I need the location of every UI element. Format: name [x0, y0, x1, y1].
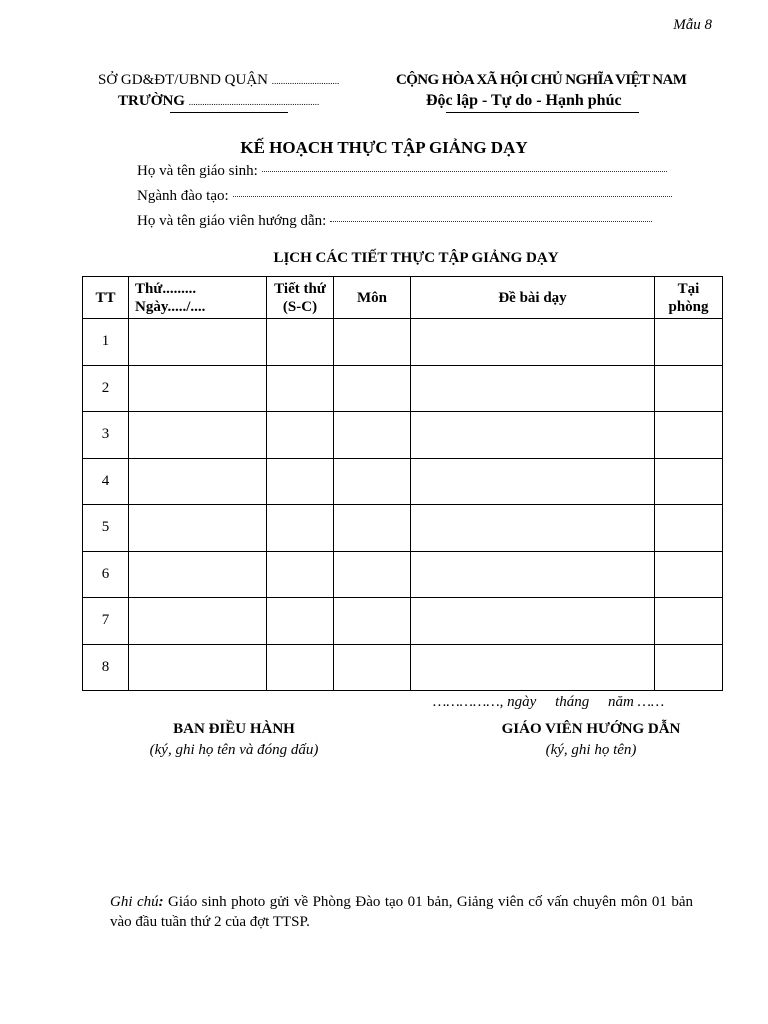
- row-number: 6: [83, 551, 129, 598]
- header-school-dots: ..........................................................: [188, 97, 320, 107]
- signature-mentor-title: GIÁO VIÊN HƯỚNG DẪN: [501, 721, 681, 737]
- footnote-label-colon: :: [158, 894, 164, 910]
- field-student-name[interactable]: [137, 163, 667, 180]
- field-major-label: Ngành đào tạo:: [137, 188, 229, 204]
- cell-period[interactable]: [267, 551, 334, 598]
- field-major-line[interactable]: [233, 196, 672, 197]
- footnote-label: [110, 894, 164, 910]
- cell-lesson[interactable]: [411, 458, 655, 505]
- cell-room[interactable]: [655, 505, 723, 552]
- table-row: [83, 505, 723, 552]
- col-header-room: [655, 277, 723, 319]
- col-header-room-line2: phòng: [668, 298, 709, 315]
- cell-lesson[interactable]: [411, 505, 655, 552]
- cell-subject[interactable]: [334, 458, 411, 505]
- cell-lesson[interactable]: [411, 319, 655, 366]
- header-department: [98, 72, 339, 89]
- row-number: 8: [83, 644, 129, 691]
- header-motto: Độc lập - Tự do - Hạnh phúc: [426, 92, 622, 109]
- row-number: 5: [83, 505, 129, 552]
- cell-date[interactable]: [129, 458, 267, 505]
- col-header-date: [129, 277, 267, 319]
- footnote: [110, 892, 693, 932]
- header-right-underline: [446, 112, 639, 113]
- cell-subject[interactable]: [334, 319, 411, 366]
- col-header-period-line1: Tiết thứ: [274, 280, 326, 297]
- row-number: 7: [83, 598, 129, 645]
- cell-period[interactable]: [267, 644, 334, 691]
- cell-subject[interactable]: [334, 551, 411, 598]
- cell-subject[interactable]: [334, 644, 411, 691]
- footnote-label-text: Ghi chú: [110, 894, 159, 910]
- cell-subject[interactable]: [334, 505, 411, 552]
- header-school-label: TRƯỜNG: [118, 93, 185, 109]
- col-header-period-line2: (S-C): [282, 298, 318, 315]
- cell-lesson[interactable]: [411, 644, 655, 691]
- table-row: [83, 458, 723, 505]
- header-department-dots: ..............................: [271, 76, 340, 86]
- header-department-label: SỞ GD&ĐT/UBND QUẬN: [98, 72, 269, 88]
- row-number: 4: [83, 458, 129, 505]
- cell-period[interactable]: [267, 319, 334, 366]
- cell-room[interactable]: [655, 365, 723, 412]
- cell-subject[interactable]: [334, 365, 411, 412]
- field-student-name-line[interactable]: [262, 171, 667, 172]
- table-row: [83, 319, 723, 366]
- col-header-period: [267, 277, 334, 319]
- cell-room[interactable]: [655, 458, 723, 505]
- cell-lesson[interactable]: [411, 551, 655, 598]
- table-row: [83, 412, 723, 459]
- form-code: Mẫu 8: [673, 17, 712, 33]
- col-header-day: Thứ.........: [135, 280, 197, 297]
- signature-mentor: [460, 719, 722, 761]
- header-country: CỘNG HÒA XÃ HỘI CHỦ NGHĨA VIỆT NAM: [396, 72, 687, 88]
- cell-date[interactable]: [129, 644, 267, 691]
- cell-room[interactable]: [655, 319, 723, 366]
- field-mentor-name-label: Họ và tên giáo viên hướng dẫn:: [137, 213, 327, 229]
- row-number: 2: [83, 365, 129, 412]
- col-header-subject: Môn: [334, 277, 411, 319]
- cell-room[interactable]: [655, 644, 723, 691]
- field-mentor-name-line[interactable]: [330, 221, 652, 222]
- field-student-name-label: Họ và tên giáo sinh:: [137, 163, 258, 179]
- field-major[interactable]: [137, 188, 672, 205]
- signature-mentor-instruction: (ký, ghi họ tên): [545, 742, 637, 758]
- cell-lesson[interactable]: [411, 412, 655, 459]
- row-number: 1: [83, 319, 129, 366]
- header-left-underline: [170, 112, 288, 113]
- signature-board: [104, 719, 364, 761]
- cell-date[interactable]: [129, 412, 267, 459]
- footnote-text: Giáo sinh photo gửi về Phòng Đào tạo 01 bản, Giảng viên cố vấn chuyên môn 01 bản vào đầu tuần thứ 2 của đợt TTSP.: [110, 894, 693, 930]
- table-row: [83, 551, 723, 598]
- table-header-row: [83, 277, 723, 319]
- col-header-date-value: Ngày...../....: [135, 298, 206, 315]
- cell-date[interactable]: [129, 551, 267, 598]
- row-number: 3: [83, 412, 129, 459]
- cell-room[interactable]: [655, 598, 723, 645]
- table-row: [83, 598, 723, 645]
- cell-date[interactable]: [129, 598, 267, 645]
- cell-period[interactable]: [267, 458, 334, 505]
- col-header-room-line1: Tại: [677, 280, 700, 297]
- table-row: [83, 644, 723, 691]
- cell-subject[interactable]: [334, 412, 411, 459]
- cell-period[interactable]: [267, 412, 334, 459]
- signature-board-title: BAN ĐIỀU HÀNH: [173, 721, 295, 737]
- table-row: [83, 365, 723, 412]
- page-title: KẾ HOẠCH THỰC TẬP GIẢNG DẠY: [240, 138, 528, 157]
- cell-date[interactable]: [129, 365, 267, 412]
- cell-date[interactable]: [129, 505, 267, 552]
- cell-subject[interactable]: [334, 598, 411, 645]
- cell-lesson[interactable]: [411, 365, 655, 412]
- field-mentor-name[interactable]: [137, 213, 652, 230]
- col-header-tt: TT: [83, 277, 129, 319]
- date-line: ……………, ngày tháng năm ……: [433, 694, 665, 710]
- col-header-lesson: Đề bài dạy: [411, 277, 655, 319]
- cell-room[interactable]: [655, 412, 723, 459]
- cell-period[interactable]: [267, 598, 334, 645]
- signature-board-instruction: (ký, ghi họ tên và đóng dấu): [149, 742, 319, 758]
- schedule-table: [82, 276, 723, 691]
- cell-room[interactable]: [655, 551, 723, 598]
- cell-lesson[interactable]: [411, 598, 655, 645]
- cell-period[interactable]: [267, 365, 334, 412]
- header-school: [118, 93, 319, 110]
- cell-period[interactable]: [267, 505, 334, 552]
- cell-date[interactable]: [129, 319, 267, 366]
- table-title: LỊCH CÁC TIẾT THỰC TẬP GIẢNG DẠY: [273, 250, 559, 266]
